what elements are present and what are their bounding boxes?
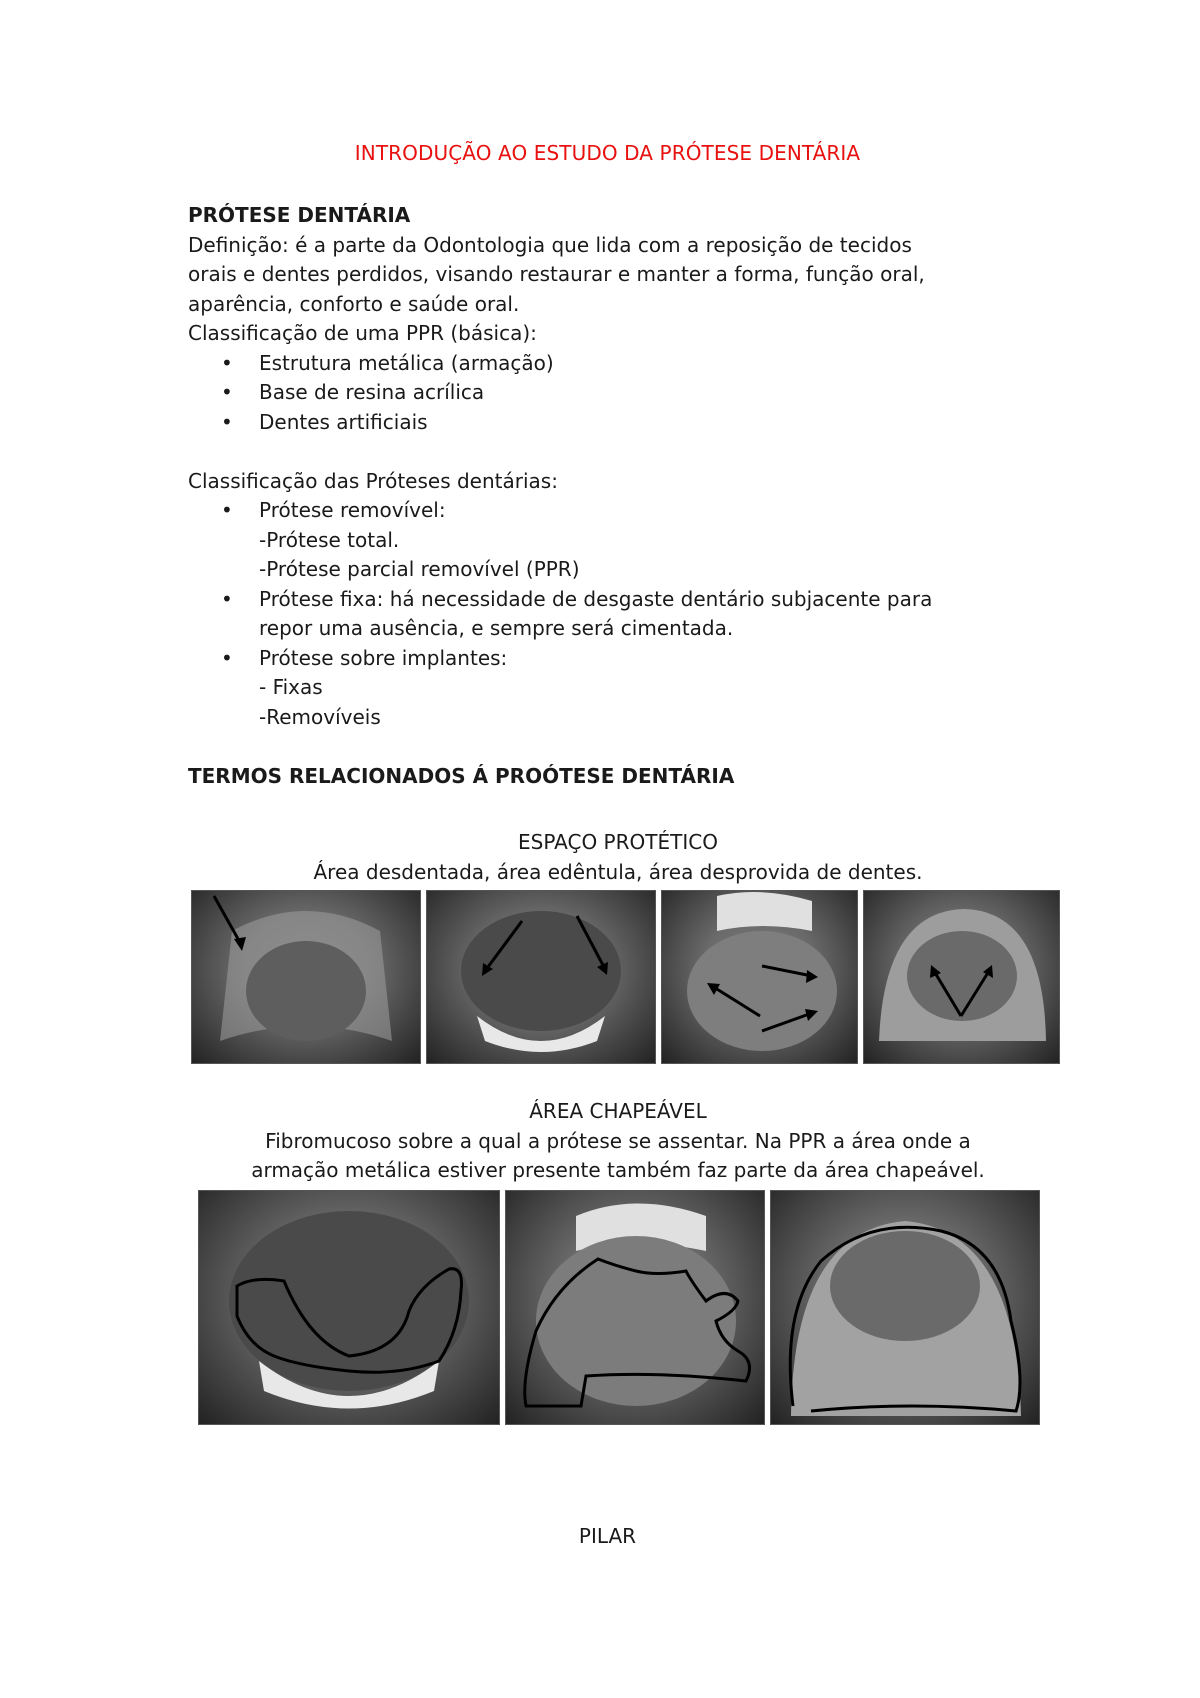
- arrow-annotation-icon: [192, 891, 420, 1063]
- ppr-list: [188, 349, 1048, 438]
- classification-list: [188, 496, 1048, 732]
- dental-photo: [426, 890, 656, 1064]
- section-heading: PRÓTESE DENTÁRIA: [188, 203, 411, 227]
- definition-line: aparência, conforto e saúde oral.: [188, 291, 520, 316]
- dental-photo: [198, 1190, 500, 1425]
- bullet-icon: •: [221, 498, 233, 522]
- arrow-annotation-icon: [662, 891, 857, 1063]
- sub-item: -Prótese parcial removível (PPR): [259, 557, 580, 581]
- espaco-description: Área desdentada, área edêntula, área desprovida de dentes.: [313, 859, 923, 884]
- classification-label: Classificação das Próteses dentárias:: [188, 468, 558, 493]
- document-title: INTRODUÇÃO AO ESTUDO DA PRÓTESE DENTÁRIA: [354, 141, 861, 165]
- dental-photo: [770, 1190, 1040, 1425]
- dental-photo: [505, 1190, 765, 1425]
- sub-item: - Fixas: [259, 675, 323, 699]
- outline-annotation-icon: [771, 1191, 1039, 1424]
- outline-annotation-icon: [199, 1191, 499, 1424]
- arrow-annotation-icon: [864, 891, 1059, 1063]
- dental-photo: [191, 890, 421, 1064]
- espaco-title: ESPAÇO PROTÉTICO: [518, 830, 718, 854]
- area-photo-row: [198, 1190, 1040, 1425]
- section-heading: TERMOS RELACIONADOS Á PROÓTESE DENTÁRIA: [188, 763, 735, 788]
- bullet-icon: •: [221, 380, 233, 404]
- ppr-classification-label: Classificação de uma PPR (básica):: [188, 321, 537, 345]
- pilar-heading: PILAR: [578, 1524, 637, 1548]
- list-item: • Prótese fixa: há necessidade de desgaste dentário subjacente para repor uma ausência, e sempre será cimentada.: [188, 585, 1048, 644]
- definition-line: orais e dentes perdidos, visando restaurar e manter a forma, função oral,: [188, 262, 925, 286]
- espaco-photo-row: [191, 890, 1060, 1064]
- list-item: • Estrutura metálica (armação): [188, 349, 1048, 379]
- dental-photo: [661, 890, 858, 1064]
- area-chapeavel-block: [188, 1097, 1048, 1186]
- sub-item: -Prótese total.: [259, 527, 400, 552]
- bullet-icon: •: [221, 350, 233, 375]
- section-protese-dentaria: [188, 201, 1048, 791]
- list-item: • Base de resina acrílica: [188, 378, 1048, 408]
- espaco-protetico-block: [188, 828, 1048, 887]
- sub-item: repor uma ausência, e sempre será cimentada.: [259, 616, 734, 640]
- bullet-icon: •: [221, 409, 233, 434]
- list-item: • Dentes artificiais: [188, 408, 1048, 438]
- sub-item: -Removíveis: [259, 704, 381, 729]
- bullet-icon: •: [221, 645, 233, 670]
- definition-line: Definição: é a parte da Odontologia que lida com a reposição de tecidos: [188, 232, 912, 257]
- dental-photo: [863, 890, 1060, 1064]
- arrow-annotation-icon: [427, 891, 655, 1063]
- list-item: • Prótese removível: -Prótese total. -Prótese parcial removível (PPR): [188, 496, 1048, 585]
- bullet-icon: •: [221, 586, 233, 611]
- outline-annotation-icon: [506, 1191, 764, 1424]
- area-description-line: Fibromucoso sobre a qual a prótese se assentar. Na PPR a área onde a: [265, 1128, 971, 1153]
- area-description-line: armação metálica estiver presente também faz parte da área chapeável.: [251, 1158, 985, 1182]
- area-title: ÁREA CHAPEÁVEL: [529, 1099, 707, 1123]
- list-item: • Prótese sobre implantes: - Fixas -Removíveis: [188, 644, 1048, 733]
